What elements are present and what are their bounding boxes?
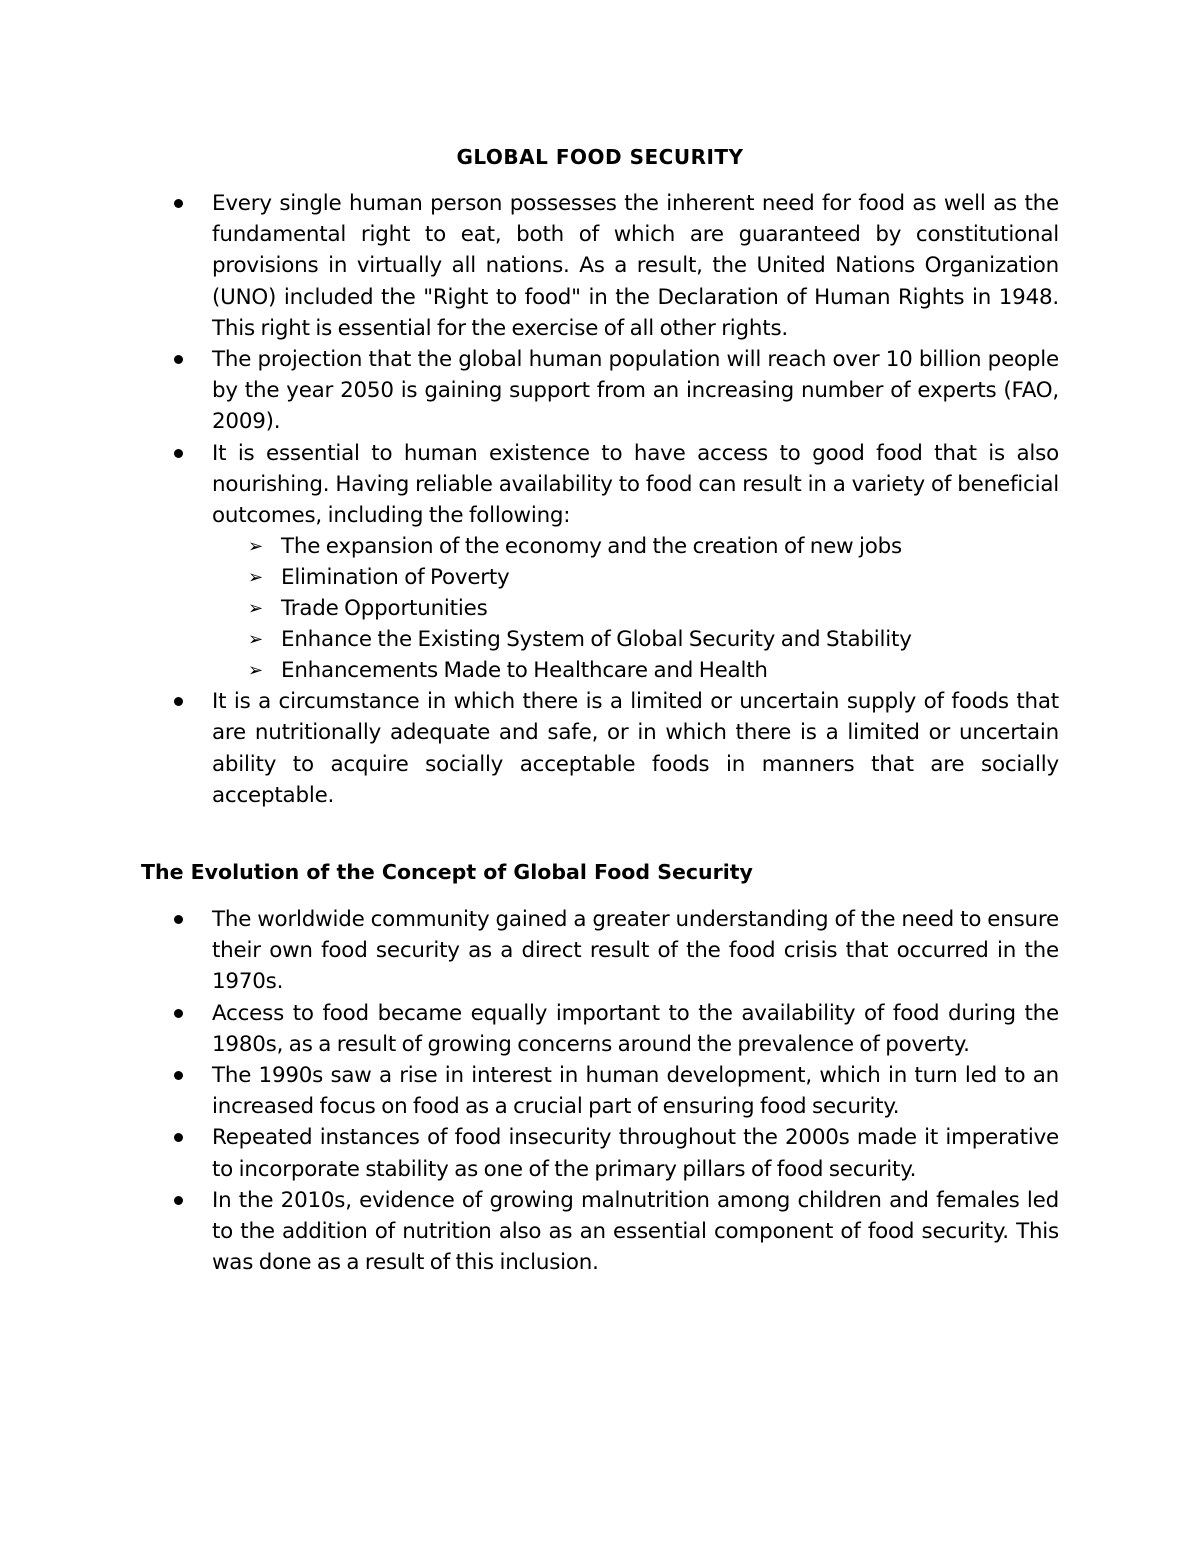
list-item — [170, 998, 1059, 1060]
document-title: GLOBAL FOOD SECURITY — [456, 145, 744, 169]
bullet-text: Repeated instances of food insecurity throughout the 2000s made it imperative to incorporate stability as one of the primary pillars of food security. — [212, 1125, 1059, 1182]
bullet-text: The 1990s saw a rise in interest in human development, which in turn led to an increased focus on food as a crucial part of ensuring food security. — [212, 1063, 1059, 1120]
arrowhead-icon: ➢ — [248, 660, 263, 682]
list-item — [170, 1185, 1059, 1279]
sub-item-text: The expansion of the economy and the creation of new jobs — [281, 534, 902, 560]
sub-item-text: Enhancements Made to Healthcare and Health — [281, 658, 768, 684]
bullet-icon — [174, 1196, 183, 1205]
bullet-text: In the 2010s, evidence of growing malnutrition among children and females led to the addition of nutrition also as an essential component of food security. This was done as a result of this inclusion. — [212, 1187, 1059, 1276]
bullet-icon — [174, 449, 183, 458]
list-item — [170, 188, 1059, 344]
section-heading: The Evolution of the Concept of Global Food Security — [141, 860, 753, 884]
bullet-text: The projection that the global human population will reach over 10 billion people by the year 2050 is gaining support from an increasing number of experts (FAO, 2009). — [212, 347, 1059, 435]
list-item — [170, 1060, 1059, 1122]
arrowhead-icon: ➢ — [248, 567, 263, 589]
benefits-sub-list — [212, 531, 1059, 686]
list-item — [170, 904, 1059, 998]
bullet-text: It is a circumstance in which there is a limited or uncertain supply of foods that are nutritionally adequate and safe, or in which there is a limited or uncertain ability to acquire socially acceptable foods in manners that are socially acceptable. — [212, 689, 1059, 808]
bullet-icon — [174, 697, 183, 706]
arrowhead-icon: ➢ — [248, 598, 263, 620]
bullet-text: Access to food became equally important to the availability of food during the 1980s, as a result of growing concerns around the prevalence of poverty. — [212, 1000, 1059, 1057]
bullet-text: It is essential to human existence to have access to good food that is also nourishing. Having reliable availability to food can result in a variety of beneficial outcomes, including the following: — [212, 440, 1059, 529]
intro-bullet-list — [170, 188, 1059, 811]
arrowhead-icon: ➢ — [248, 629, 263, 651]
list-item — [170, 1122, 1059, 1184]
sub-item-text: Enhance the Existing System of Global Security and Stability — [281, 627, 912, 653]
sub-list-item — [212, 531, 1059, 562]
sub-list-item — [212, 624, 1059, 655]
bullet-icon — [174, 915, 183, 924]
bullet-icon — [174, 1071, 183, 1080]
list-item — [170, 686, 1059, 811]
list-item — [170, 344, 1059, 438]
bullet-icon — [174, 1009, 183, 1018]
evolution-bullet-list — [170, 904, 1059, 1278]
bullet-text: The worldwide community gained a greater understanding of the need to ensure their own food security as a direct result of the food crisis that occurred in the 1970s. — [212, 907, 1059, 995]
list-item — [170, 438, 1059, 687]
sub-item-text: Elimination of Poverty — [281, 565, 510, 591]
bullet-icon — [174, 199, 183, 208]
bullet-icon — [174, 1133, 183, 1142]
sub-item-text: Trade Opportunities — [281, 596, 488, 622]
arrowhead-icon: ➢ — [248, 536, 263, 558]
sub-list-item — [212, 593, 1059, 624]
sub-list-item — [212, 655, 1059, 686]
sub-list-item — [212, 562, 1059, 593]
bullet-icon — [174, 355, 183, 364]
bullet-text: Every single human person possesses the inherent need for food as well as the fundamental right to eat, both of which are guaranteed by constitutional provisions in virtually all nations. As a result, the United Nations Organization (UNO) included the "Right to food" in the Declaration of Human Rights in 1948. This right is essential for the exercise of all other rights. — [212, 191, 1059, 341]
